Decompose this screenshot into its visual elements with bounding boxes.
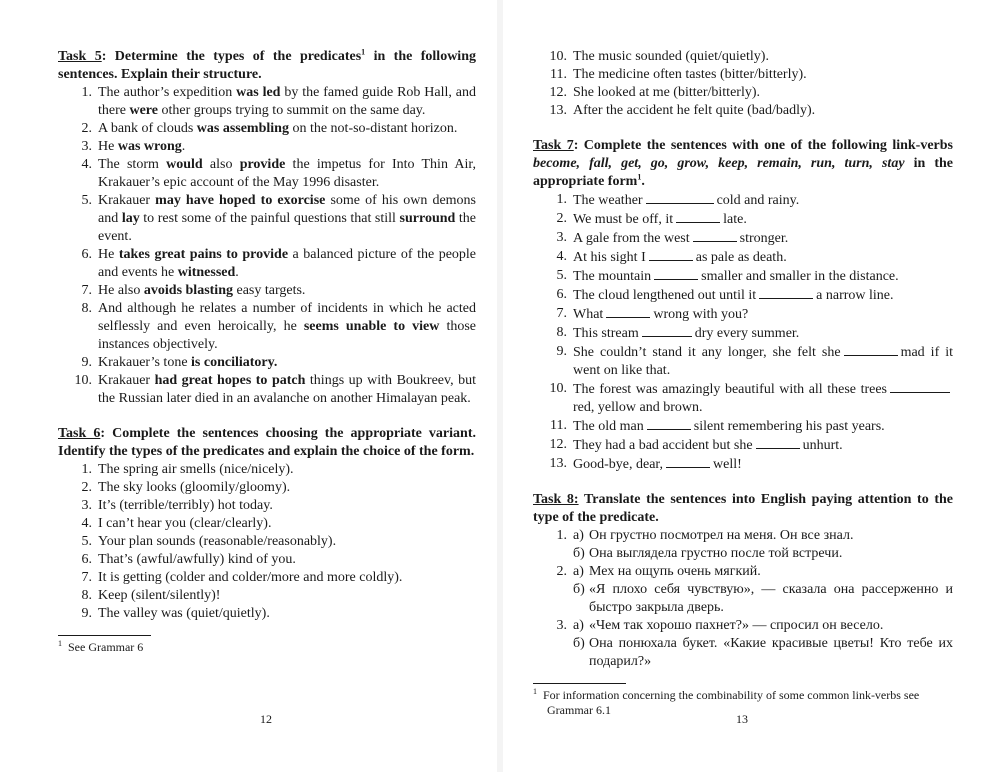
item-text: He was wrong. xyxy=(98,139,186,154)
item-text: The storm would also provide the impetus for Into Thin Air, Krakauer’s epic account of the May 1996 disaster. xyxy=(98,157,476,190)
list-item xyxy=(58,515,476,533)
item-number: 1. xyxy=(556,192,567,207)
task5-list xyxy=(58,84,476,408)
list-item xyxy=(58,120,476,138)
sentence-start: This stream xyxy=(573,326,639,341)
item-text: The medicine often tastes (bitter/bitterly). xyxy=(573,67,807,82)
list-item xyxy=(533,417,953,436)
footnote-mark: 1 xyxy=(58,639,62,648)
task6-list xyxy=(58,461,476,623)
sentence-start: They had a bad accident but she xyxy=(573,438,753,453)
list-item xyxy=(533,267,953,286)
item-text: That’s (awful/awfully) kind of you. xyxy=(98,552,296,567)
answer-blank xyxy=(646,191,714,204)
item-text xyxy=(573,324,953,343)
list-item xyxy=(533,48,953,66)
item-number: 5. xyxy=(81,193,92,208)
sub-item-letter: б) xyxy=(573,636,585,651)
sentence-start: What xyxy=(573,307,604,322)
list-item xyxy=(58,192,476,246)
item-text: The valley was (quiet/quietly). xyxy=(98,606,270,621)
item-number: 13. xyxy=(549,456,567,471)
answer-blank xyxy=(654,267,698,280)
item-text xyxy=(573,455,953,474)
page-number: 12 xyxy=(260,712,272,726)
sentence-start: Good-bye, dear, xyxy=(573,457,664,472)
list-item xyxy=(58,461,476,479)
emphasized-predicate: had great hopes to patch xyxy=(154,373,306,388)
item-number: 9. xyxy=(556,344,567,359)
sentence-start: She couldn’t stand it any longer, she felt she xyxy=(573,345,841,360)
link-verbs-list: become, fall, get, go, grow, keep, remain, run, turn, stay xyxy=(533,156,905,171)
item-text xyxy=(573,229,953,248)
sub-item xyxy=(573,635,953,671)
item-number: 8. xyxy=(556,325,567,340)
right-page xyxy=(500,0,1000,772)
task5-label: Task 5 xyxy=(58,49,102,64)
task6-heading-text: : Complete the sentences choosing the appropriate variant. Identify the types of the predicates and explain the choice of the form. xyxy=(58,426,476,459)
emphasized-predicate: witnessed xyxy=(177,265,236,280)
sub-item xyxy=(573,581,953,617)
list-item xyxy=(533,436,953,455)
list-item xyxy=(533,102,953,120)
answer-blank xyxy=(666,455,710,468)
list-item xyxy=(533,617,953,671)
item-number: 12. xyxy=(549,437,567,452)
sentence-end: dry every summer. xyxy=(694,326,800,341)
item-number: 11. xyxy=(550,67,567,82)
list-item xyxy=(58,246,476,282)
sentence-end: well! xyxy=(713,457,742,472)
task5-footnote-ref: 1 xyxy=(361,47,366,57)
sentence-end: silent remembering his past years. xyxy=(693,419,885,434)
item-text: A bank of clouds was assembling on the not-so-distant horizon. xyxy=(98,121,458,136)
answer-blank xyxy=(647,417,691,430)
list-item xyxy=(533,343,953,380)
item-number: 10. xyxy=(74,373,92,388)
item-number: 1. xyxy=(81,85,92,100)
item-text: The spring air smells (nice/nicely). xyxy=(98,462,294,477)
list-item xyxy=(58,497,476,515)
item-number: 3. xyxy=(556,618,567,633)
list-item xyxy=(533,84,953,102)
item-text xyxy=(573,436,953,455)
list-item xyxy=(58,84,476,120)
answer-blank xyxy=(756,436,800,449)
item-number: 8. xyxy=(81,588,92,603)
footnote-text: For information concerning the combinability of some common link-verbs see Grammar 6.1 xyxy=(543,688,920,717)
task5-heading-text-2: in the following sentences. Explain their structure. xyxy=(58,49,476,82)
list-item xyxy=(58,587,476,605)
item-number: 6. xyxy=(556,287,567,302)
sentence-end: wrong with you? xyxy=(653,307,749,322)
sub-item-letter: б) xyxy=(573,582,585,597)
sentence-start: The forest was amazingly beautiful with all these trees xyxy=(573,382,887,397)
sub-item-text: «Я плохо себя чувствую», — сказала она рассерженно и быстро закрыла дверь. xyxy=(589,582,953,615)
sentence-end: red, yellow and brown. xyxy=(573,400,703,415)
emphasized-predicate: were xyxy=(129,103,158,118)
left-page-text xyxy=(58,48,476,655)
list-item xyxy=(58,551,476,569)
answer-blank xyxy=(844,343,898,356)
task7-label: Task 7 xyxy=(533,138,574,153)
item-text xyxy=(573,527,953,563)
sub-item xyxy=(573,563,953,581)
item-text: And although he relates a number of incidents in which he acted selflessly and even heroically, he seems unable to view those instances objectively. xyxy=(98,301,476,352)
item-text: Your plan sounds (reasonable/reasonably). xyxy=(98,534,337,549)
answer-blank xyxy=(676,210,720,223)
item-number: 4. xyxy=(81,516,92,531)
item-number: 2. xyxy=(81,121,92,136)
item-number: 7. xyxy=(81,283,92,298)
list-item xyxy=(58,282,476,300)
item-number: 3. xyxy=(81,498,92,513)
sub-item-letter: а) xyxy=(573,528,584,543)
task8-label: Task 8: xyxy=(533,492,579,507)
sub-item-text: Мех на ощупь очень мягкий. xyxy=(589,564,761,579)
list-item xyxy=(58,156,476,192)
emphasized-predicate: would xyxy=(166,157,203,172)
emphasized-predicate: was wrong xyxy=(117,139,182,154)
list-item xyxy=(533,527,953,563)
item-text: I can’t hear you (clear/clearly). xyxy=(98,516,272,531)
item-text xyxy=(573,343,953,380)
item-text xyxy=(573,267,953,286)
emphasized-predicate: lay xyxy=(121,211,140,226)
sub-item-text: Она выглядела грустно после той встречи. xyxy=(589,546,843,561)
task6-label: Task 6 xyxy=(58,426,101,441)
item-text xyxy=(573,210,953,229)
sentence-start: A gale from the west xyxy=(573,231,690,246)
task5-heading xyxy=(58,48,476,84)
emphasized-predicate: may have hoped to exorcise xyxy=(155,193,326,208)
sentence-end: a narrow line. xyxy=(816,288,894,303)
sentence-end: unhurt. xyxy=(802,438,843,453)
answer-blank xyxy=(642,324,692,337)
task7-heading xyxy=(533,137,953,191)
page-number: 13 xyxy=(736,712,748,726)
item-text xyxy=(573,191,953,210)
sentence-end: smaller and smaller in the distance. xyxy=(701,269,899,284)
list-item xyxy=(533,248,953,267)
answer-blank xyxy=(606,305,650,318)
item-text: He takes great pains to provide a balanced picture of the people and events he witnessed. xyxy=(98,247,477,280)
answer-blank xyxy=(649,248,693,261)
sentence-start: The cloud lengthened out until it xyxy=(573,288,757,303)
task8-heading-text: Translate the sentences into English paying attention to the type of the predicate. xyxy=(533,492,953,525)
sentence-start: At his sight I xyxy=(573,250,646,265)
emphasized-predicate: takes great pains to provide xyxy=(118,247,289,262)
task8-heading xyxy=(533,491,953,527)
list-item xyxy=(533,455,953,474)
item-number: 12. xyxy=(549,85,567,100)
list-item xyxy=(533,229,953,248)
sentence-start: The old man xyxy=(573,419,644,434)
item-number: 6. xyxy=(81,247,92,262)
task8-list xyxy=(533,527,953,671)
item-number: 7. xyxy=(81,570,92,585)
task7-list xyxy=(533,191,953,474)
item-number: 10. xyxy=(549,49,567,64)
sentence-start: The weather xyxy=(573,193,643,208)
list-item xyxy=(533,380,953,417)
item-number: 2. xyxy=(556,564,567,579)
task6-heading xyxy=(58,425,476,461)
item-number: 3. xyxy=(81,139,92,154)
item-number: 4. xyxy=(556,249,567,264)
task5-heading-text: : Determine the types of the predicates xyxy=(101,49,362,64)
answer-blank xyxy=(759,286,813,299)
list-item xyxy=(58,533,476,551)
item-text: Krakauer may have hoped to exorcise some of his own demons and lay to rest some of the painful questions that still surround the event. xyxy=(98,193,477,244)
sub-item xyxy=(573,545,953,563)
item-number: 2. xyxy=(556,211,567,226)
item-text xyxy=(573,380,953,417)
sentence-start: We must be off, it xyxy=(573,212,674,227)
item-text xyxy=(573,248,953,267)
sub-item-text: Он грустно посмотрел на меня. Он все знал. xyxy=(589,528,854,543)
item-text: She looked at me (bitter/bitterly). xyxy=(573,85,761,100)
sub-item xyxy=(573,617,953,635)
sentence-end: stronger. xyxy=(739,231,789,246)
list-item xyxy=(58,354,476,372)
item-text xyxy=(573,417,953,436)
item-text: He also avoids blasting easy targets. xyxy=(98,283,306,298)
item-text xyxy=(573,563,953,617)
emphasized-predicate: is conciliatory. xyxy=(191,355,278,370)
item-text: The music sounded (quiet/quietly). xyxy=(573,49,769,64)
item-text: Krakauer had great hopes to patch things up with Boukreev, but the Russian later died in an avalanche on another Himalayan peak. xyxy=(98,373,476,406)
sentence-end: as pale as death. xyxy=(695,250,787,265)
sub-item-text: Она понюхала букет. «Какие красивые цветы! Кто тебе их подарил?» xyxy=(589,636,953,669)
sub-item xyxy=(573,527,953,545)
emphasized-predicate: seems unable to view xyxy=(303,319,440,334)
footnote-mark: 1 xyxy=(533,687,537,696)
emphasized-predicate: was led xyxy=(236,85,281,100)
item-text: The author’s expedition was led by the famed guide Rob Hall, and there were other groups trying to summit on the same day. xyxy=(98,85,477,118)
list-item xyxy=(58,569,476,587)
sentence-end: mad if it went on like that. xyxy=(573,345,953,378)
footnote-text: See Grammar 6 xyxy=(68,640,144,654)
item-text xyxy=(573,617,953,671)
list-item xyxy=(58,479,476,497)
item-text: After the accident he felt quite (bad/badly). xyxy=(573,103,816,118)
list-item xyxy=(533,305,953,324)
list-item xyxy=(58,372,476,408)
task7-footnote-ref: 1 xyxy=(637,172,642,182)
item-text xyxy=(573,286,953,305)
task7-heading-end: . xyxy=(641,174,645,189)
left-footnote xyxy=(58,640,476,655)
list-item xyxy=(533,191,953,210)
item-number: 9. xyxy=(81,355,92,370)
list-item xyxy=(58,138,476,156)
sub-item-letter: а) xyxy=(573,564,584,579)
item-number: 2. xyxy=(81,480,92,495)
item-number: 7. xyxy=(556,306,567,321)
answer-blank xyxy=(890,380,950,393)
right-page-text xyxy=(533,48,953,718)
list-item xyxy=(533,286,953,305)
item-text: The sky looks (gloomily/gloomy). xyxy=(98,480,291,495)
sub-item-letter: б) xyxy=(573,546,585,561)
sentence-end: cold and rainy. xyxy=(716,193,800,208)
emphasized-predicate: avoids blasting xyxy=(143,283,233,298)
item-number: 11. xyxy=(550,418,567,433)
item-number: 8. xyxy=(81,301,92,316)
sub-item-letter: а) xyxy=(573,618,584,633)
item-text: It is getting (colder and colder/more and more coldly). xyxy=(98,570,403,585)
sentence-end: late. xyxy=(723,212,747,227)
item-number: 10. xyxy=(549,381,567,396)
answer-blank xyxy=(693,229,737,242)
emphasized-predicate: was assembling xyxy=(196,121,289,136)
list-item xyxy=(58,300,476,354)
item-number: 3. xyxy=(556,230,567,245)
item-number: 6. xyxy=(81,552,92,567)
item-number: 1. xyxy=(81,462,92,477)
list-item xyxy=(533,210,953,229)
emphasized-predicate: provide xyxy=(239,157,286,172)
task6-continued-list xyxy=(533,48,953,120)
list-item xyxy=(533,66,953,84)
item-number: 5. xyxy=(556,268,567,283)
list-item xyxy=(533,324,953,343)
item-number: 5. xyxy=(81,534,92,549)
item-number: 9. xyxy=(81,606,92,621)
item-text: It’s (terrible/terribly) hot today. xyxy=(98,498,273,513)
item-text xyxy=(573,305,953,324)
emphasized-predicate: surround xyxy=(399,211,456,226)
sub-item-text: «Чем так хорошо пахнет?» — спросил он весело. xyxy=(589,618,884,633)
list-item xyxy=(533,563,953,617)
footnote-rule xyxy=(533,683,626,684)
footnote-rule xyxy=(58,635,151,636)
item-number: 1. xyxy=(556,528,567,543)
item-number: 13. xyxy=(549,103,567,118)
task7-heading-text-2: in the appropriate form xyxy=(533,156,953,189)
item-text: Krakauer’s tone is conciliatory. xyxy=(98,355,278,370)
item-number: 4. xyxy=(81,157,92,172)
task7-heading-text: : Complete the sentences with one of the following link-verbs xyxy=(573,138,953,153)
item-text: Keep (silent/silently)! xyxy=(98,588,221,603)
sentence-start: The mountain xyxy=(573,269,652,284)
list-item xyxy=(58,605,476,623)
